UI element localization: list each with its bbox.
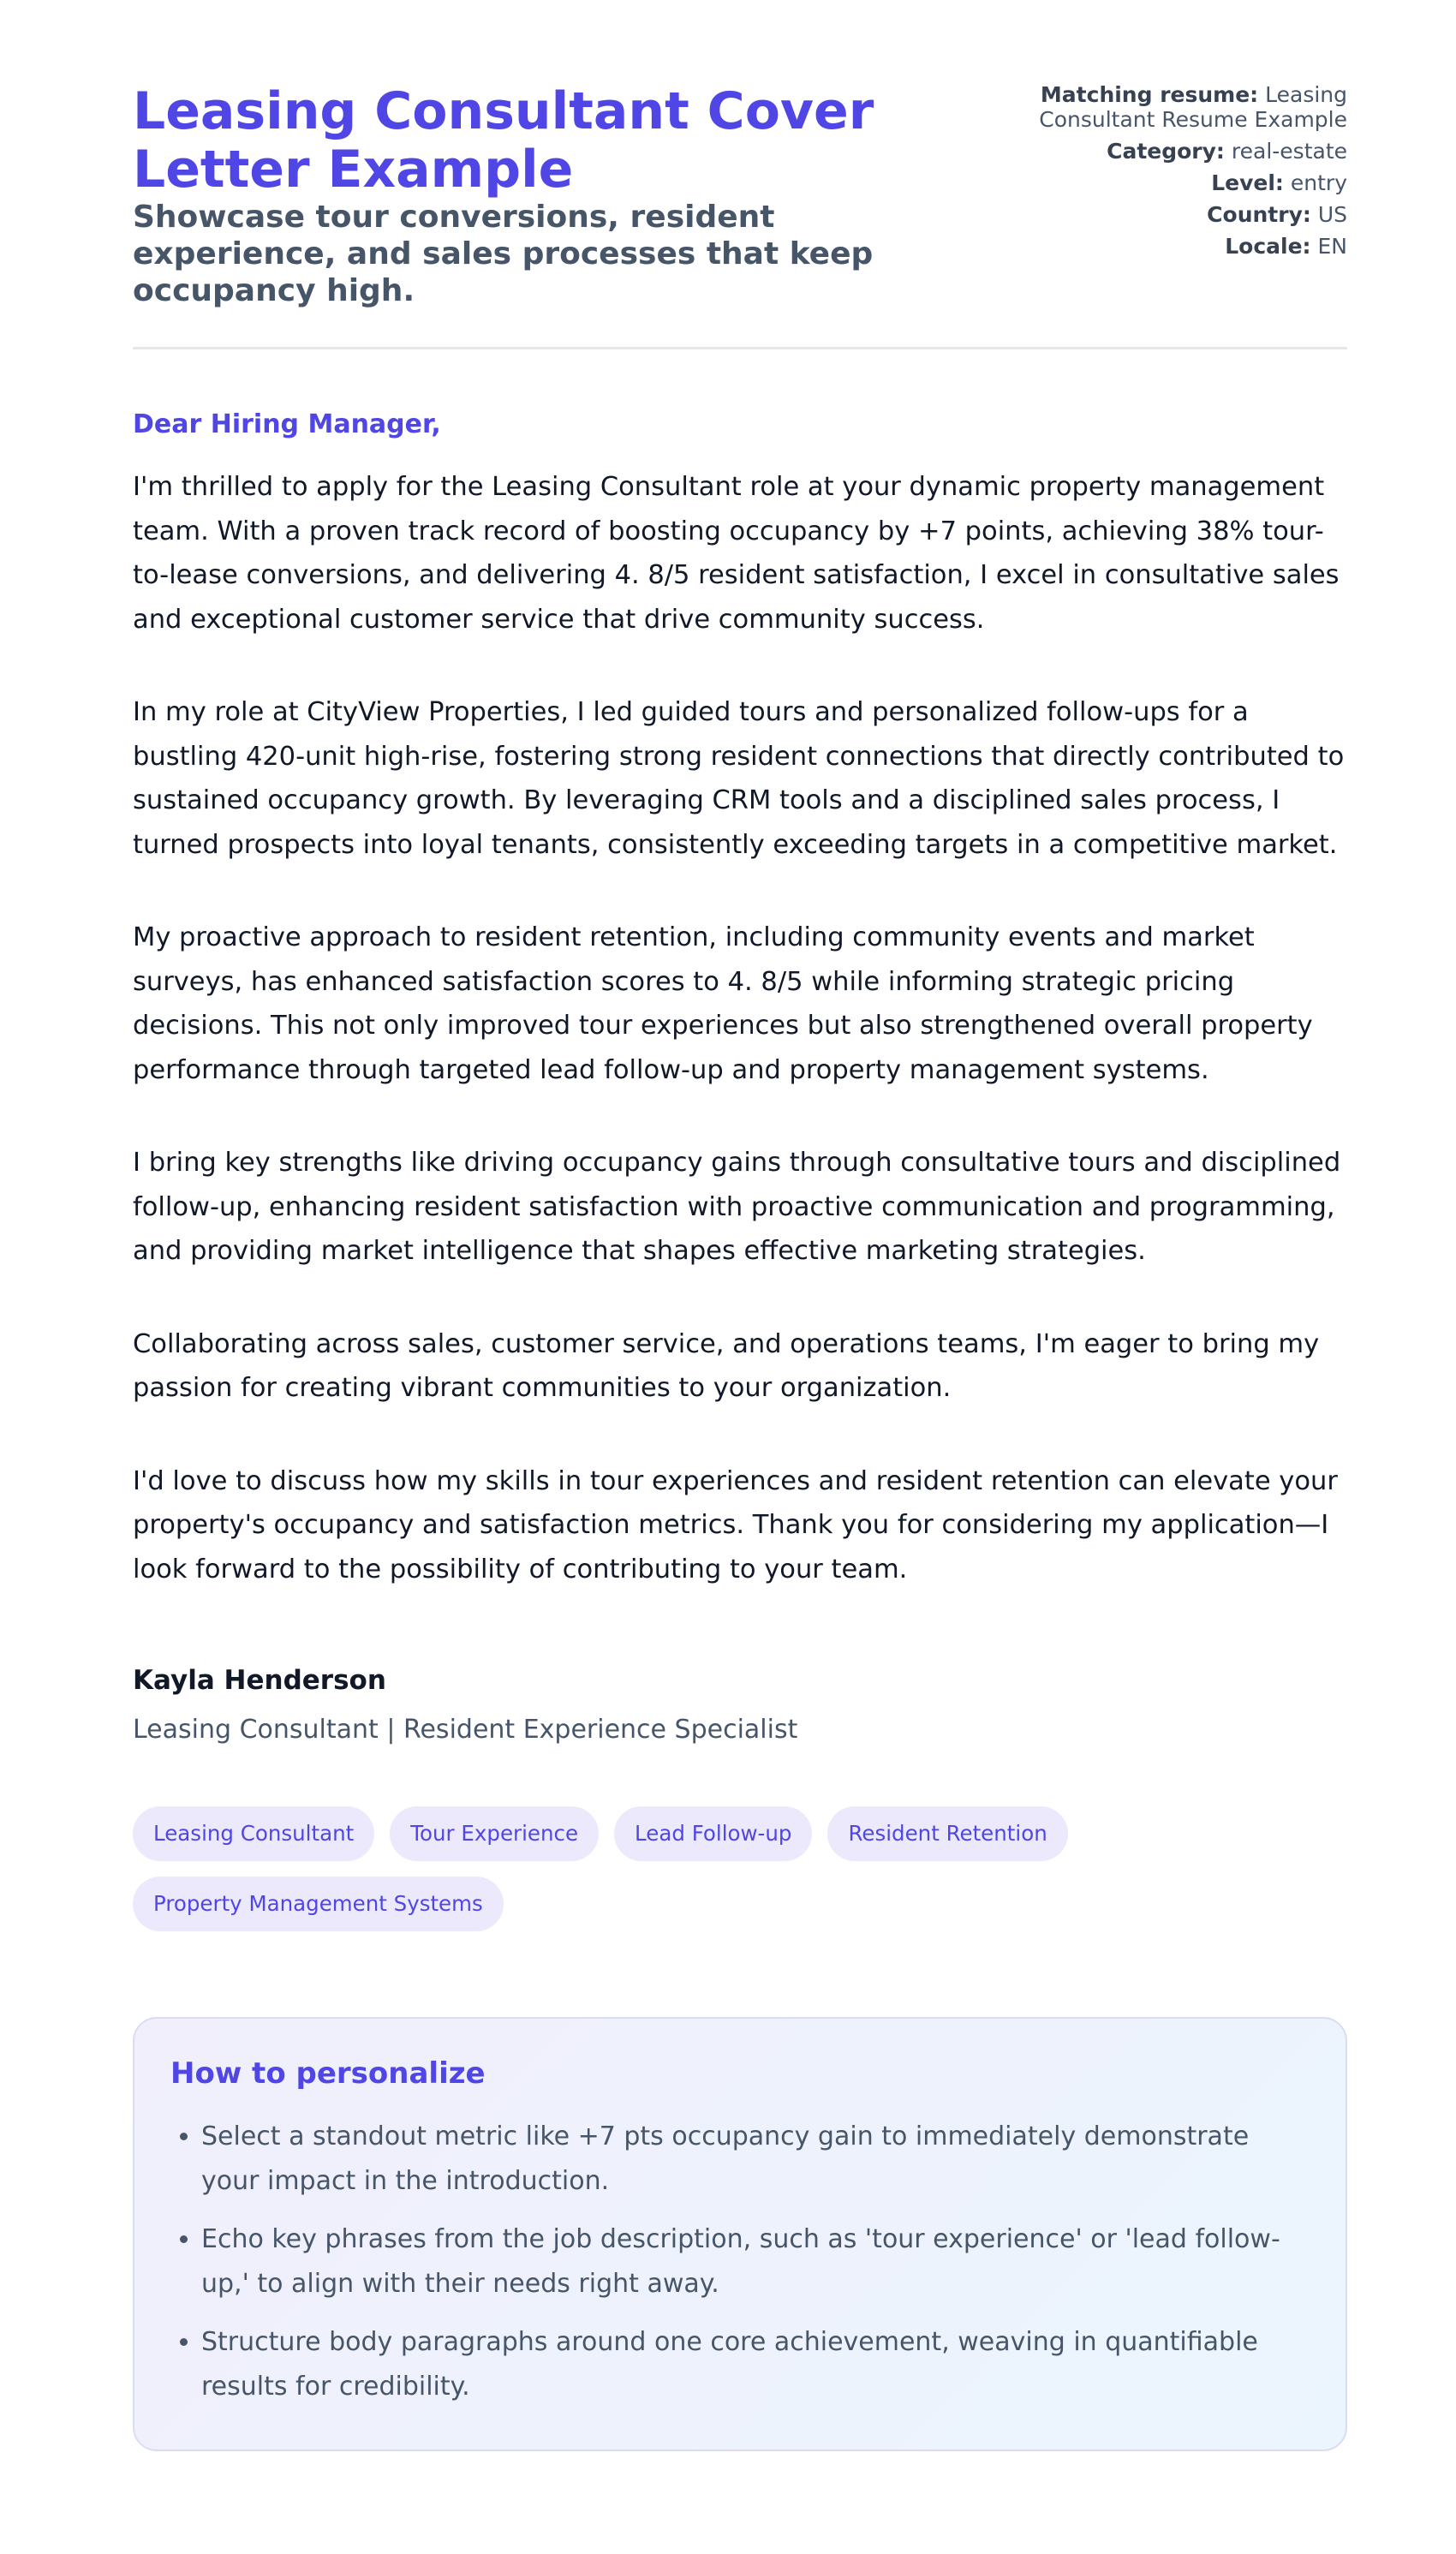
letter-paragraph: In my role at CityView Properties, I led guided tours and personalized follow-ups for a bustling 420-unit high-rise, fostering strong resident connections that directly contributed to sustained occupancy growth. By leveraging CRM tools and a disciplined sales process, I turned prospects into loyal tenants, consistently exceeding targets in a competitive market.	[133, 697, 1345, 860]
meta-value: US	[1317, 202, 1347, 227]
letter-paragraph: Collaborating across sales, customer service, and operations teams, I'm eager to bring my passion for creating vibrant communities to your organization.	[133, 1328, 1320, 1403]
personalize-tips-box	[133, 2017, 1347, 2451]
cover-letter-page	[133, 82, 1347, 2451]
tips-heading: How to personalize	[170, 2056, 486, 2091]
tip-item: • Structure body paragraphs around one core achievement, weaving in quantifiable results for credibility.	[201, 2320, 1311, 2409]
meta-info	[1005, 82, 1347, 266]
meta-locale	[1005, 234, 1347, 259]
meta-value: EN	[1317, 234, 1347, 259]
meta-matching-resume	[1005, 82, 1347, 132]
letter-paragraph: I'm thrilled to apply for the Leasing Consultant role at your dynamic property management team. With a proven track record of boosting occupancy by +7 points, achieving 38% tour-to-lease conversions, and delivering 4. 8/5 resident satisfaction, I excel in consultative sales and exceptional customer service that drive community success.	[133, 472, 1340, 635]
tag: Property Management Systems	[133, 1877, 504, 1931]
letter-paragraph: My proactive approach to resident retention, including community events and market surveys, has enhanced satisfaction scores to 4. 8/5 while informing strategic pricing decisions. This not only improved tour experiences but also strengthened overall property performance through targeted lead follow-up and property management systems.	[133, 922, 1313, 1085]
meta-value: real-estate	[1231, 139, 1347, 164]
signature-title: Leasing Consultant | Resident Experience Specialist	[133, 1715, 798, 1745]
meta-label: Category:	[1107, 139, 1225, 164]
page-header	[133, 82, 1347, 309]
meta-label: Country:	[1207, 202, 1311, 227]
meta-country	[1005, 202, 1347, 227]
tip-item: • Select a standout metric like +7 pts occupancy gain to immediately demonstrate your impact in the introduction.	[201, 2115, 1311, 2204]
meta-label: Level:	[1211, 170, 1284, 195]
meta-value: Leasing Consultant Resume Example	[1039, 82, 1347, 132]
tag: Leasing Consultant	[133, 1806, 374, 1861]
greeting: Dear Hiring Manager,	[133, 409, 441, 439]
tag: Lead Follow-up	[614, 1806, 812, 1861]
tip-item: • Echo key phrases from the job description, such as 'tour experience' or 'lead follow-up,' to align with their needs right away.	[201, 2217, 1311, 2306]
meta-category	[1005, 139, 1347, 164]
tag: Tour Experience	[390, 1806, 599, 1861]
page-subtitle: Showcase tour conversions, resident experience, and sales processes that keep occupancy high.	[133, 200, 874, 308]
letter-paragraph: I bring key strengths like driving occupancy gains through consultative tours and disciplined follow-up, enhancing resident satisfaction with proactive communication and programming, and providing market intelligence that shapes effective marketing strategies.	[133, 1148, 1341, 1266]
title-block	[133, 82, 921, 309]
meta-label: Matching resume:	[1040, 82, 1259, 107]
page-title: Leasing Consultant Cover Letter Example	[133, 81, 874, 200]
tag-list	[133, 1806, 1161, 1931]
tag: Resident Retention	[827, 1806, 1067, 1861]
meta-value: entry	[1290, 170, 1347, 195]
meta-label: Locale:	[1225, 234, 1311, 259]
letter-paragraph: I'd love to discuss how my skills in tour experiences and resident retention can elevate your property's occupancy and satisfaction metrics. Thank you for considering my application—I look forward to the possibility of contributing to your team.	[133, 1465, 1338, 1584]
signature-name: Kayla Henderson	[133, 1665, 386, 1696]
divider	[133, 347, 1347, 349]
tips-list	[170, 2115, 1311, 2409]
meta-level	[1005, 170, 1347, 195]
